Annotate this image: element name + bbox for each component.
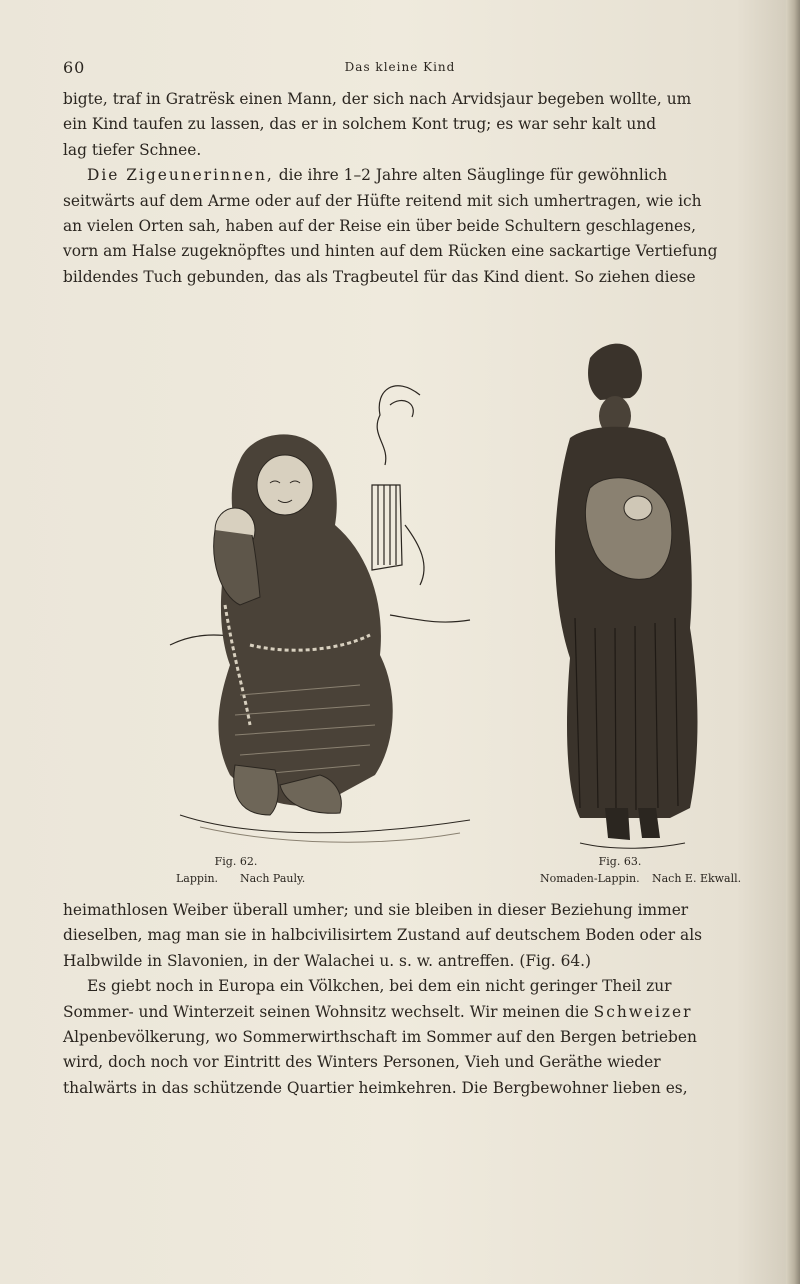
text-line: Sommer- und Winterzeit seinen Wohnsitz wechselt. Wir meinen die Schweizer	[63, 1002, 693, 1021]
figure-62-illustration	[140, 365, 500, 855]
book-spine-edge	[786, 0, 800, 1284]
text-line: an vielen Orten sah, haben auf der Reise ein über beide Schultern geschlagenes,	[63, 217, 696, 236]
text-line: Die Zigeunerinnen, die ihre 1–2 Jahre alten Säuglinge für gewöhnlich	[87, 166, 668, 185]
spaced-term: Die Zigeunerinnen,	[87, 166, 274, 185]
text-line: Es giebt noch in Europa ein Völkchen, bei dem ein nicht geringer Theil zur	[87, 977, 672, 996]
text-line: wird, doch noch vor Eintritt des Winters Personen, Vieh und Geräthe wieder	[63, 1053, 661, 1072]
text-bottom	[63, 898, 783, 1101]
page-number: 60	[63, 58, 86, 77]
figure-63-caption: Nomaden-Lappin.	[540, 872, 640, 885]
text-line: Alpenbevölkerung, wo Sommerwirthschaft im Sommer auf den Bergen betrieben	[63, 1028, 697, 1047]
text-line: heimathlosen Weiber überall umher; und sie bleiben in dieser Beziehung immer	[63, 901, 689, 919]
text-line: seitwärts auf dem Arme oder auf der Hüfte reitend mit sich umhertragen, wie ich	[63, 191, 702, 210]
figure-63-number: Fig. 63.	[598, 855, 642, 868]
running-title: Das kleine Kind	[344, 60, 456, 74]
text-line: thalwärts in das schützende Quartier heimkehren. Die Bergbewohner lieben es,	[63, 1078, 688, 1097]
text-line: lag tiefer Schnee.	[63, 140, 202, 159]
figure-62-number: Fig. 62.	[214, 855, 258, 868]
figure-62-credit: Nach Pauly.	[240, 872, 306, 885]
text-line: vorn am Halse zugeknöpftes und hinten auf dem Rücken eine sackartige Vertiefung	[63, 242, 718, 261]
figure-63-illustration	[520, 338, 720, 853]
text-line: bigte, traf in Gratrësk einen Mann, der sich nach Arvidsjaur begeben wollte, um	[63, 90, 692, 108]
text-line: Halbwilde in Slavonien, in der Walachei u. s. w. antreffen. (Fig. 64.)	[63, 951, 592, 970]
text-line: dieselben, mag man sie in halbcivilisirtem Zustand auf deutschem Boden oder als	[63, 926, 703, 945]
text-top	[63, 87, 783, 290]
text-line: ein Kind taufen zu lassen, das er in solchem Kont trug; es war sehr kalt und	[63, 115, 657, 134]
figure-63-credit: Nach E. Ekwall.	[652, 872, 742, 885]
figure-62-caption: Lappin.	[176, 872, 219, 885]
spaced-term: Schweizer	[593, 1002, 693, 1021]
text-line: bildendes Tuch gebunden, das als Tragbeutel für das Kind dient. So ziehen diese	[63, 267, 696, 286]
